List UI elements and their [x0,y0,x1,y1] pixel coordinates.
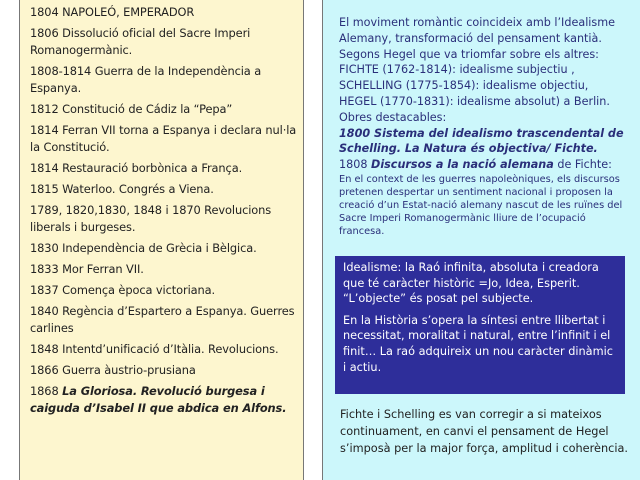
idealism-definition-box [335,256,625,394]
timeline-item: 1814 Restauració borbònica a França. [30,161,243,175]
timeline-item-emphasis: La Gloriosa. Revolució burgesa i caiguda d’Isabel II que abdica en Alfons. [30,384,287,415]
timeline-item: 1866 Guerra àustrio-prusiana [30,363,196,377]
philosopher-hegel: HEGEL (1770-1831): idealisme absolut) a Berlin. [339,94,610,108]
timeline-item: 1815 Waterloo. Congrés a Viena. [30,182,214,196]
timeline-item: 1812 Constitució de Cádiz la “Pepa” [30,102,233,116]
work-fichte-suffix: de Fichte: [553,158,612,172]
timeline-item: 1837 Comença època victoriana. [30,283,216,297]
timeline-item: 1789, 1820,1830, 1848 i 1870 Revolucions liberals i burgeses. [30,203,272,234]
conclusion-text: Fichte i Schelling es van corregir a si mateixos continuament, en canvi el pensament de Hegel s’imposà per la major força, amplitud i coherència. [340,408,628,455]
intro-text [323,0,640,238]
timeline-item: 1833 Mor Ferran VII. [30,262,144,276]
philosopher-schelling: SCHELLING (1775-1854): idealisme objectiu, [339,79,589,93]
timeline-item: 1830 Independència de Grècia i Bèlgica. [30,241,257,255]
work-schelling: 1800 Sistema del idealismo trascendental de Schelling. La Natura és objectiva/ Fichte. [339,126,624,156]
definition-paragraph: Idealisme: la Raó infinita, absoluta i creadora que té caràcter històric =Jo, Idea, Esperit. “L’objecte” és posat pel subjecte. [343,261,599,306]
timeline-panel [19,0,304,480]
intro-paragraph: El moviment romàntic coincideix amb l’Idealisme Alemany, transformació del pensament kantià. Segons Hegel que va triomfar sobre els altres: [339,16,616,61]
timeline-item: 1808-1814 Guerra de la Independència a Espanya. [30,64,262,95]
timeline-item-year: 1868 [30,384,63,398]
works-heading: Obres destacables: [339,110,447,124]
work-fichte-title: Discursos a la nació alemana [371,158,554,172]
work-fichte-description: En el context de les guerres napoleòniques, els discursos pretenen despertar un sentiment nacional i proposen la creació d’un Estat-nació alemany nascut de les ruïnes del Sacre Imperi Romanogermànic lliure de l’ocupació francesa. [339,173,623,237]
timeline-item: 1814 Ferran VII torna a Espanya i declara nul·la la Constitució. [30,123,297,154]
history-paragraph: En la Història s’opera la síntesi entre llibertat i necessitat, moralitat i natural, entre l’infinit i el finit… La raó adquireix un nou caràcter dinàmic i actiu. [343,313,613,374]
timeline-item [30,383,297,417]
work-fichte-year: 1808 [339,158,372,172]
timeline-item: 1840 Regència d’Espartero a Espanya. Guerres carlines [30,304,295,335]
timeline-item: 1806 Dissolució oficial del Sacre Imperi Romanogermànic. [30,26,251,57]
timeline-item: 1804 NAPOLEÓ, EMPERADOR [30,5,195,19]
philosopher-fichte: FICHTE (1762-1814): idealisme subjectiu , [339,63,575,77]
work-fichte [339,157,634,173]
timeline-item: 1848 Intentd’unificació d’Itàlia. Revolucions. [30,342,279,356]
